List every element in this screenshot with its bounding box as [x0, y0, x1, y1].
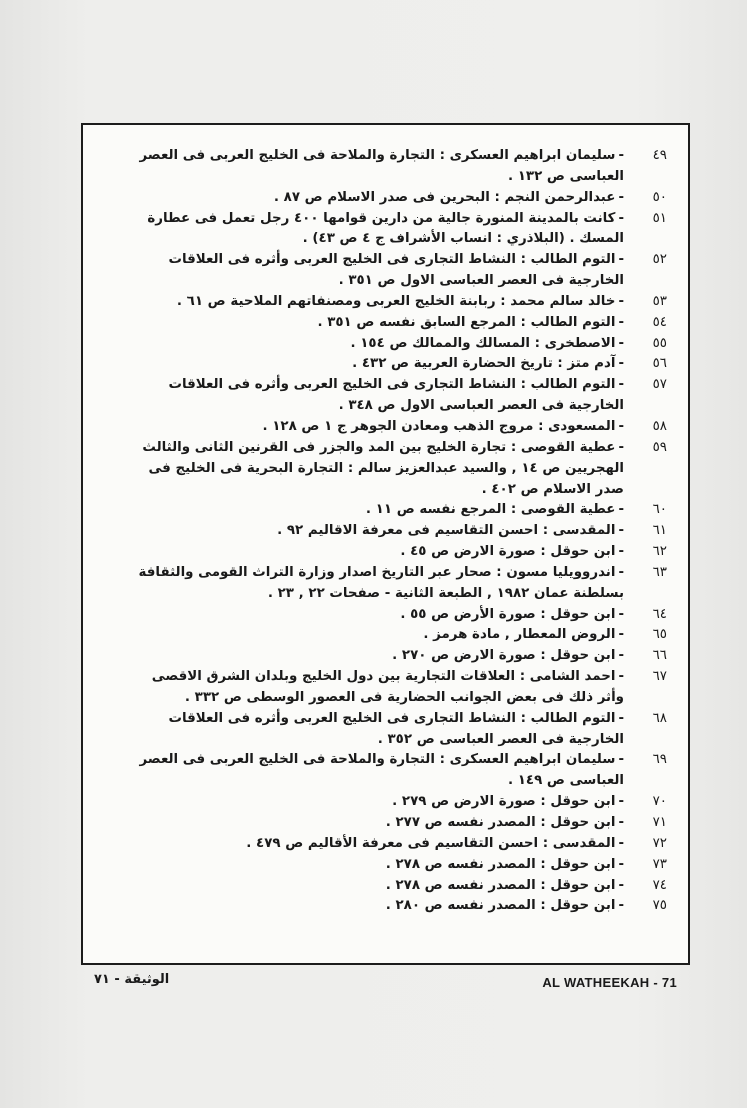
footnote-number: ٤٩: [652, 148, 667, 163]
footnote-dash: -: [618, 544, 624, 560]
footnote-number: ٦٣: [652, 564, 667, 580]
footnote-text: ابن حوقل : صورة الأرض ص ٥٥ .: [400, 606, 616, 622]
footnote-dash: -: [618, 314, 624, 330]
footnote-item: [133, 709, 667, 751]
footnote-text: التوم الطالب : النشاط التجارى فى الخليج العربى وأثره فى العلاقات الخارجية فى العصر العباسى الاول ص ٣٤٨ .: [168, 377, 624, 414]
footnote-text: آدم متز : تاريخ الحضارة العربية ص ٤٣٢ .: [352, 356, 616, 372]
footnote-item: [133, 334, 667, 355]
footnote-item: [133, 563, 667, 605]
footnote-dash: -: [618, 502, 624, 518]
footnote-text: احمد الشامى : العلاقات التجارية بين دول الخليج وبلدان الشرق الاقصى وأثر ذلك فى بعض الجوانب الحضارية فى العصور الوسطى ص ٣٣٢ .: [151, 669, 624, 705]
footnote-number: ٥٤: [652, 314, 667, 330]
footnote-number: ٧٢: [652, 835, 667, 851]
footnote-dash: -: [618, 210, 624, 226]
footnote-number: ٥٦: [652, 356, 667, 372]
footnote-item: [133, 542, 667, 563]
footnote-item: [133, 209, 667, 251]
footnote-dash: -: [618, 898, 624, 914]
footnote-item: [133, 146, 667, 188]
footnote-dash: -: [618, 710, 624, 726]
footnote-number: ٥٢: [652, 252, 667, 268]
footnote-text: عطية القوصى : تجارة الخليج بين المد والجزر فى القرنين الثانى والثالث الهجريين ص ١٤ , والسيد عبدالعزيز سالم : التجارة البحرية فى الخليج فى صدر الاسلام ص ٤٠٢ .: [142, 439, 624, 497]
footnote-text: ابن حوقل : المصدر نفسه ص ٢٧٧ .: [385, 815, 616, 830]
footnote-item: [133, 667, 667, 709]
footnote-text: التوم الطالب : المرجع السابق نفسه ص ٣٥١ .: [317, 314, 616, 330]
footnote-dash: -: [618, 189, 624, 205]
footnote-dash: -: [618, 377, 624, 393]
footnote-number: ٥٩: [652, 439, 667, 455]
footnote-dash: -: [618, 669, 624, 685]
footnote-item: [133, 750, 667, 792]
footnote-dash: -: [618, 335, 624, 351]
footnotes-list: [133, 146, 667, 917]
footnote-dash: -: [618, 356, 624, 372]
footnote-number: ٥٠: [652, 189, 667, 205]
footnote-dash: -: [618, 523, 624, 539]
footnote-item: [133, 250, 667, 292]
footnote-text: التوم الطالب : النشاط التجارى فى الخليج العربى وأثره فى العلاقات الخارجية فى العصر العباسى ص ٣٥٢ .: [168, 710, 624, 747]
footnote-item: [133, 834, 667, 855]
footnote-number: ٥١: [652, 210, 667, 226]
footnote-number: ٥٥: [652, 335, 667, 351]
footnote-dash: -: [618, 293, 624, 309]
footnote-text: ابن حوقل : المصدر نفسه ص ٢٨٠ .: [385, 898, 616, 914]
footnote-text: عبدالرحمن النجم : البحرين فى صدر الاسلام ص ٨٧ .: [273, 189, 616, 205]
footnote-item: [133, 813, 667, 834]
footnote-number: ٦٠: [652, 502, 667, 518]
footnote-text: عطية القوصى : المرجع نفسه ص ١١ .: [365, 502, 616, 518]
footnote-dash: -: [618, 648, 624, 664]
footnote-text: ابن حوقل : صورة الارض ص ٤٥ .: [400, 544, 616, 560]
footer-arabic-page-label: الوثيقة - ٧١: [94, 972, 170, 987]
footnote-number: ٦٥: [652, 627, 667, 643]
footnote-dash: -: [618, 439, 624, 455]
footnote-dash: -: [618, 752, 624, 768]
footnote-item: [133, 521, 667, 542]
footnote-text: التوم الطالب : النشاط التجارى فى الخليج العربى وأثره فى العلاقات الخارجية فى العصر العباسى الاول ص ٣٥١ .: [168, 252, 624, 289]
footnote-text: ابن حوقل : صورة الارض ص ٢٧٠ .: [392, 648, 616, 664]
footnote-dash: -: [618, 606, 624, 622]
footnote-text: ابن حوقل : المصدر نفسه ص ٢٧٨ .: [385, 856, 616, 872]
footnote-number: ٦٨: [652, 710, 667, 726]
footnote-number: ٦٤: [652, 606, 667, 622]
footnote-item: [133, 375, 667, 417]
footnote-item: [133, 646, 667, 667]
footnote-item: [133, 417, 667, 438]
footnote-item: [133, 876, 667, 897]
footnote-dash: -: [618, 564, 624, 580]
footnote-number: ٧٤: [652, 877, 667, 893]
footnote-item: [133, 292, 667, 313]
footnote-text: ابن حوقل : صورة الارض ص ٢٧٩ .: [392, 794, 616, 810]
footnote-text: المقدسى : احسن التقاسيم فى معرفة الاقاليم ٩٢ .: [277, 523, 616, 539]
footnote-dash: -: [618, 877, 624, 893]
footnote-text: المقدسى : احسن التقاسيم فى معرفة الأقاليم ص ٤٧٩ .: [246, 835, 616, 851]
footnote-item: [133, 625, 667, 646]
footnote-text: المسعودى : مروج الذهب ومعادن الجوهر ج ١ ص ١٢٨ .: [262, 418, 616, 434]
footnote-item: [133, 313, 667, 334]
footnote-dash: -: [618, 794, 624, 810]
footnote-dash: -: [618, 148, 624, 163]
footnote-text: سليمان ابراهيم العسكرى : التجارة والملاحة فى الخليج العربى فى العصر العباسى ص ١٣٢ .: [139, 148, 624, 184]
footnote-number: ٧٣: [652, 856, 667, 872]
footnote-number: ٧١: [652, 815, 667, 830]
footnote-number: ٥٨: [652, 418, 667, 434]
footnote-text: كانت بالمدينة المنورة جالية من دارين قوامها ٤٠٠ رجل تعمل فى عطارة المسك . (البلاذري : انساب الأشراف ج ٤ ص ٤٣) .: [147, 210, 624, 247]
footnote-text: خالد سالم محمد : ربابنة الخليج العربى ومصنفاتهم الملاحية ص ٦١ .: [176, 293, 616, 309]
footnote-item: [133, 855, 667, 876]
footnote-text: الروض المعطار , مادة هرمز .: [423, 627, 616, 643]
footnote-text: سليمان ابراهيم العسكرى : التجارة والملاحة فى الخليج العربى فى العصر العباسى ص ١٤٩ .: [139, 752, 624, 789]
footnote-number: ٦٩: [652, 752, 667, 768]
footnote-text: ابن حوقل : المصدر نفسه ص ٢٧٨ .: [385, 877, 616, 893]
footnote-item: [133, 896, 667, 917]
footnote-item: [133, 188, 667, 209]
footnote-number: ٥٧: [652, 377, 667, 393]
footnote-dash: -: [618, 815, 624, 830]
footnote-item: [133, 792, 667, 813]
footnote-text: الاصطخرى : المسالك والممالك ص ١٥٤ .: [350, 335, 616, 351]
footnote-number: ٦٢: [652, 544, 667, 560]
footnote-item: [133, 500, 667, 521]
footnote-number: ٧٠: [652, 794, 667, 810]
footnote-text: اندروويليا مسون : صحار عبر التاريخ اصدار وزارة التراث القومى والثقافة بسلطنة عمان ١٩٨٢ , الطبعة الثانية - صفحات ٢٢ , ٢٣ .: [138, 564, 624, 601]
footnote-dash: -: [618, 835, 624, 851]
footer-latin-page-label: AL WATHEEKAH - 71: [542, 975, 677, 990]
footnotes-frame: [81, 123, 690, 965]
footnote-number: ٧٥: [652, 898, 667, 914]
footnote-number: ٦١: [652, 523, 667, 539]
footnote-dash: -: [618, 856, 624, 872]
footnote-item: [133, 605, 667, 626]
footnote-item: [133, 354, 667, 375]
footnote-number: ٦٦: [652, 648, 667, 664]
footnote-item: [133, 438, 667, 501]
footnote-dash: -: [618, 252, 624, 268]
footnote-dash: -: [618, 627, 624, 643]
footnote-dash: -: [618, 418, 624, 434]
footnote-number: ٦٧: [652, 669, 667, 685]
footnote-number: ٥٣: [652, 293, 667, 309]
